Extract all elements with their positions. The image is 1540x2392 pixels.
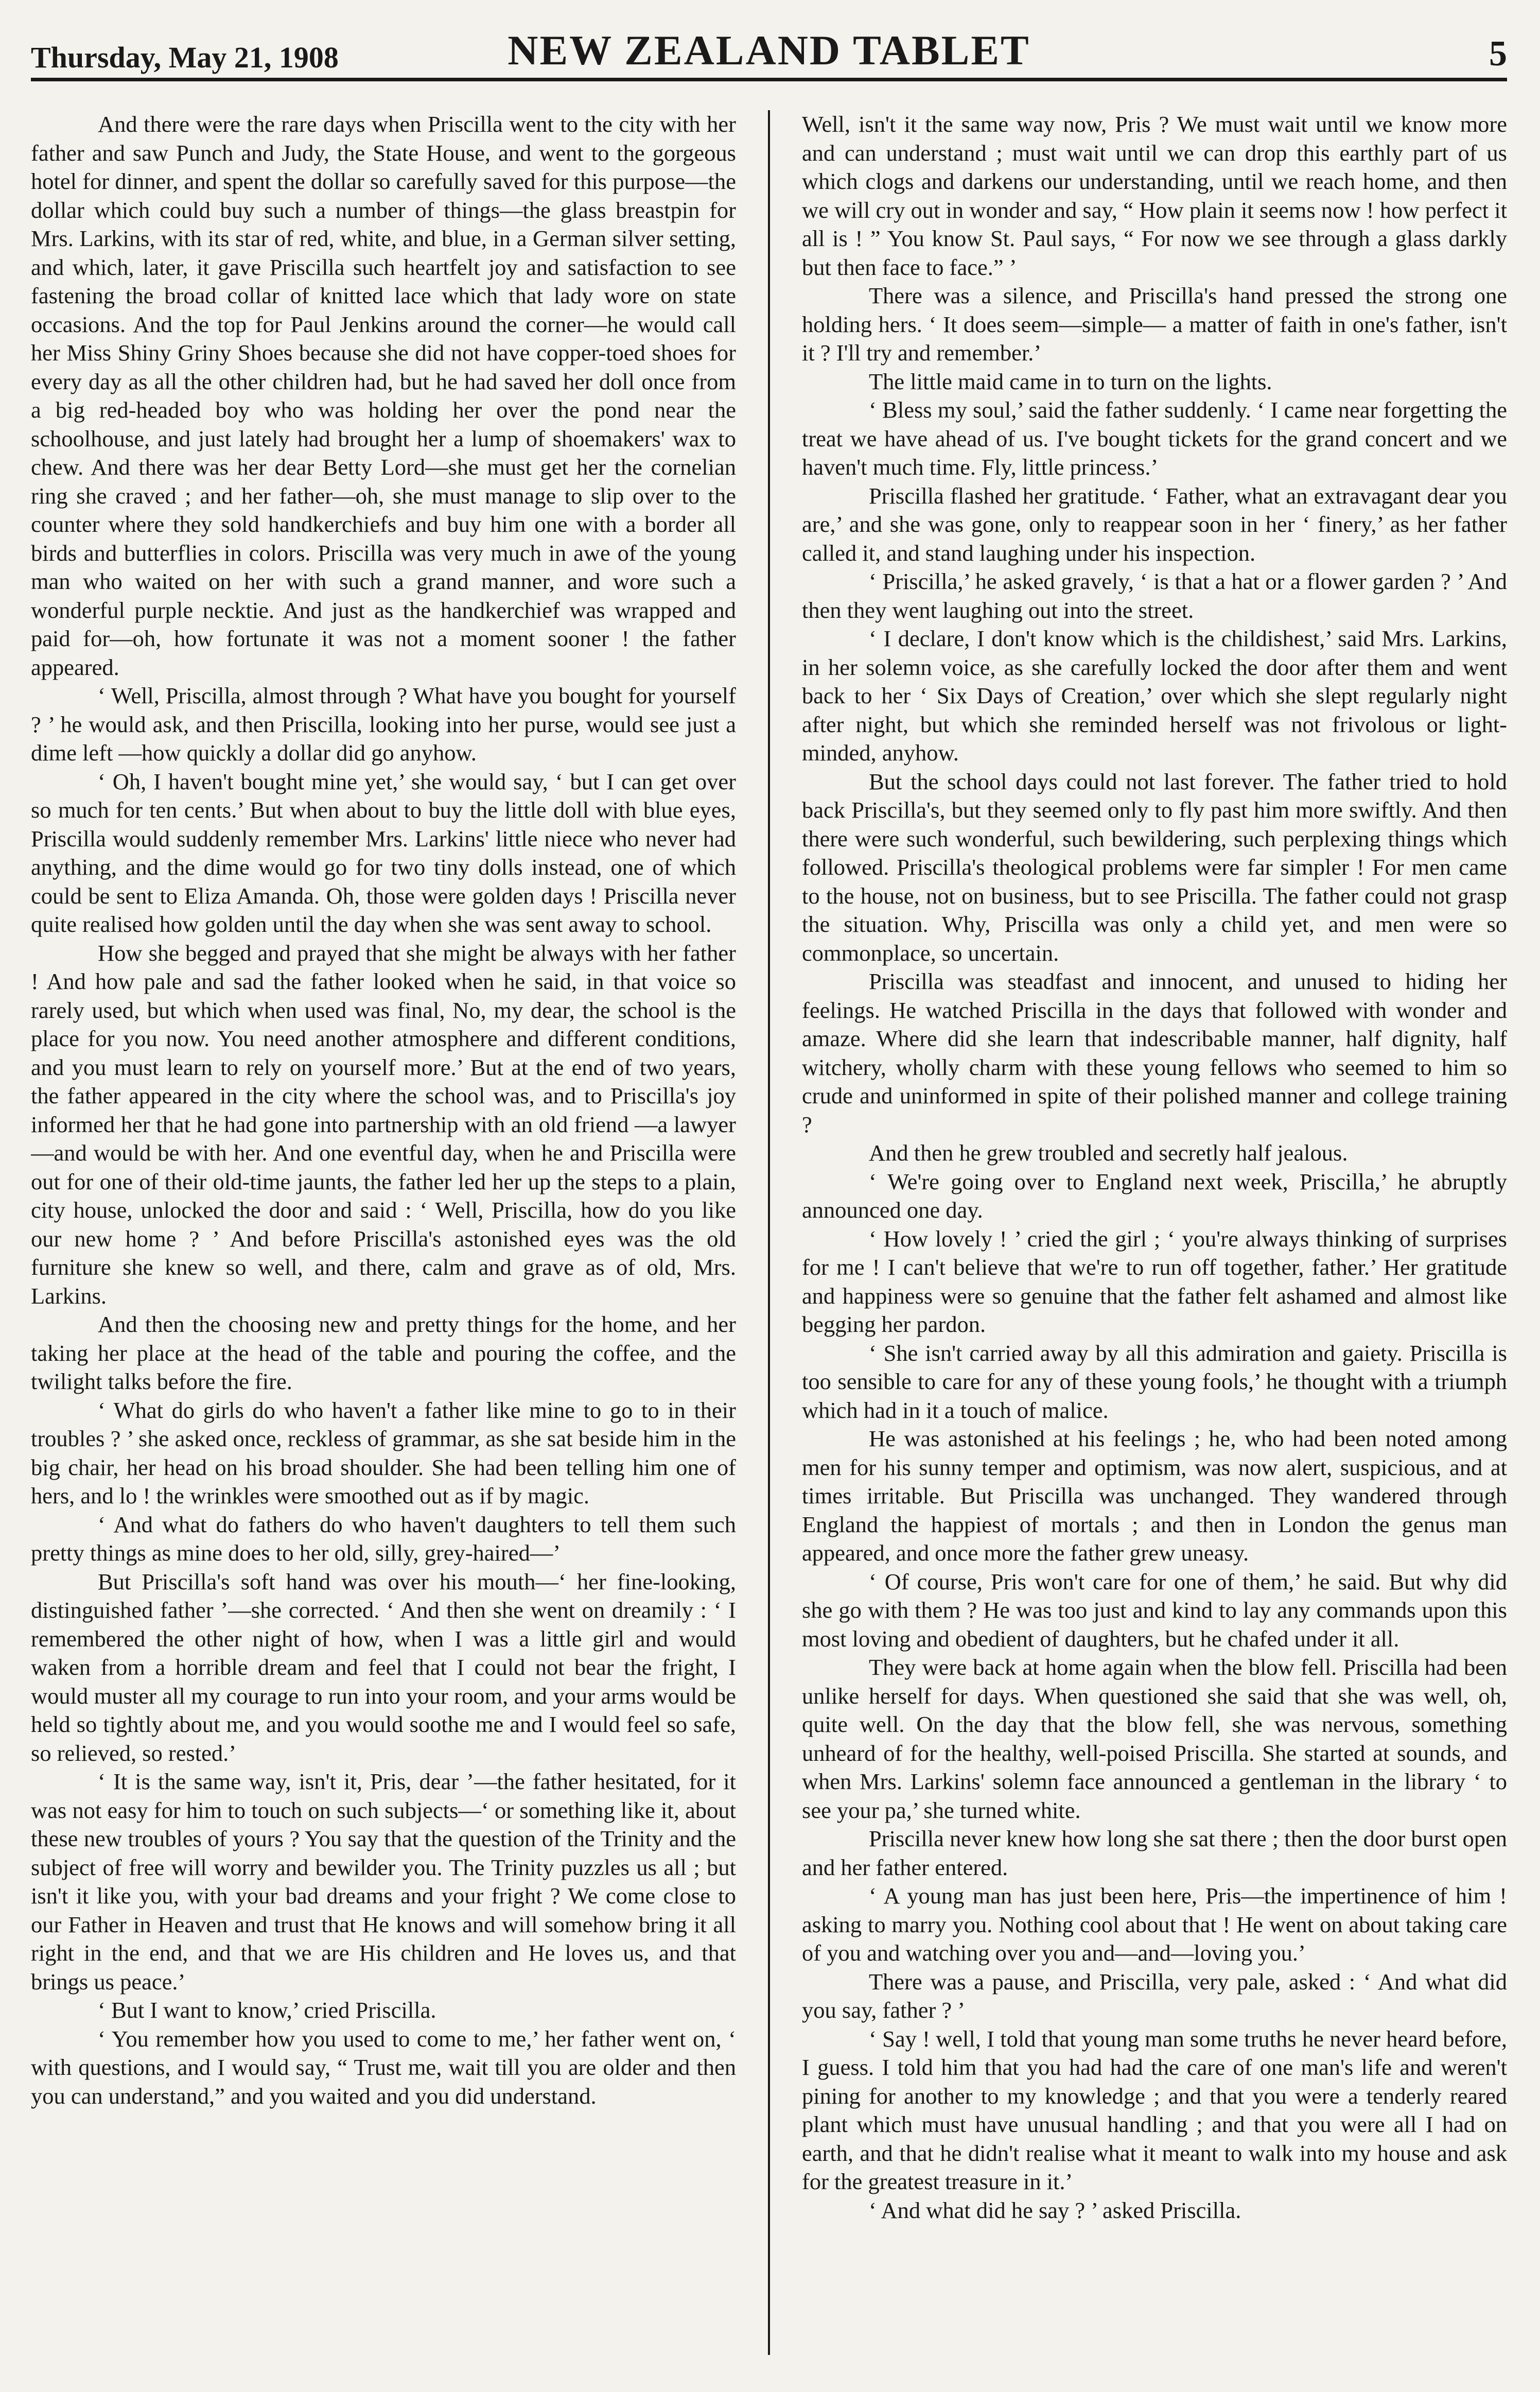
paragraph: Priscilla was steadfast and innocent, and unused to hiding her feelings. He watched Priscilla in the days that followed with wonder and amaze. Where did she learn that indescribable manner, half dignity, half witchery, wholly charm with these young fellows who seemed to him so crude and uninformed in spite of their polished manner and college training ? [802,968,1507,1137]
paragraph: ‘ She isn't carried away by all this admiration and gaiety. Priscilla is too sensible to care for any of these young fools,’ he thought with a triumph which had in it a touch of malice. [802,1340,1507,1423]
column-divider [768,110,770,2355]
paragraph: And there were the rare days when Priscilla went to the city with her father and saw Punch and Judy, the State House, and went to the gorgeous hotel for dinner, and spent the dollar so carefully saved for this purpose—the dollar which could buy such a number of things—the glass breastpin for Mrs. Larkins, with its star of red, white, and blue, in a German silver setting, and which, later, it gave Priscilla such heartfelt joy and satisfaction to see fastening the broad collar of knitted lace which that lady wore on state occasions. And the top for Paul Jenkins around the corner—he would call her Miss Shiny Griny Shoes because she did not have copper-toed shoes for every day as all the other children had, but he had saved her doll once from a big red-headed boy who was holding her over the pond near the schoolhouse, and just lately had brought her a lump of shoemakers' wax to chew. And there was her dear Betty Lord—she must get her the cornelian ring she craved ; and her father—oh, she must manage to slip over to the counter where they sold handkerchiefs and buy him one with a border all birds and butterflies in colors. Priscilla was very much in awe of the young man who waited on her with such a grand manner, and wore such a wonderful purple necktie. And just as the handkerchief was wrapped and paid for—oh, how fortunate it was not a moment sooner ! the father appeared. [31,111,736,680]
paragraph: How she begged and prayed that she might be always with her father ! And how pale and sad the father looked when he said, in that voice so rarely used, but which when used was final, No, my dear, the school is the place for you now. You need another atmosphere and different conditions, and you must learn to rely on yourself more.’ But at the end of two years, the father appeared in the city where the school was, and to Priscilla's joy informed her that he had gone into partnership with an old friend —a lawyer—and would be with her. And one eventful day, when he and Priscilla were out for one of their old-time jaunts, the father led her up the steps to a plain, city house, unlocked the door and said : ‘ Well, Priscilla, how do you like our new home ? ’ And before Priscilla's astonished eyes was the old furniture she knew so well, and there, calm and grave as of old, Mrs. Larkins. [31,940,736,1309]
paragraph: ‘ We're going over to England next week, Priscilla,’ he abruptly announced one day. [802,1168,1507,1223]
paragraph: He was astonished at his feelings ; he, who had been noted among men for his sunny temper and optimism, was now alert, suspicious, and at times irritable. But Priscilla was unchanged. They wandered through England the happiest of mortals ; and then in London the genus man appeared, and once more the father grew uneasy. [802,1426,1507,1566]
paragraph: ‘ And what did he say ? ’ asked Priscilla. [869,2197,1241,2223]
paragraph: ‘ A young man has just been here, Pris—the impertinence of him ! asking to marry you. Nothing cool about that ! He went on about taking care of you and watching over you and—and—loving you.’ [802,1883,1507,1966]
issue-date: Thursday, May 21, 1908 [31,41,339,74]
paragraph: But the school days could not last forever. The father tried to hold back Priscilla's, but they seemed only to fly past him more swiftly. And then there were such wonderful, such bewildering, such perplexing things which followed. Priscilla's theological problems were far simpler ! For men came to the house, not on business, but to see Priscilla. The father could not grasp the situation. Why, Priscilla was only a child yet, and men were so commonplace, so uncertain. [802,768,1507,966]
paragraph: And then he grew troubled and secretly half jealous. [869,1140,1348,1166]
paragraph: ‘ Bless my soul,’ said the father suddenly. ‘ I came near forgetting the treat we have ahead of us. I've bought tickets for the grand concert and we haven't much time. Fly, little princess.’ [802,397,1507,480]
paragraph: And then the choosing new and pretty things for the home, and her taking her place at the head of the table and pouring the coffee, and the twilight talks before the fire. [31,1311,736,1394]
page-number: 5 [1489,34,1507,74]
paragraph: ‘ How lovely ! ’ cried the girl ; ‘ you're always thinking of surprises for me ! I can't believe that we're to run off together, father.’ Her gratitude and happiness were so genuine that the father felt ashamed and almost like begging her pardon. [802,1225,1507,1337]
paragraph: ‘ What do girls do who haven't a father like mine to go to in their troubles ? ’ she asked once, reckless of grammar, as she sat beside him in the big chair, her head on his broad shoulder. She had been telling him one of hers, and lo ! the wrinkles were smoothed out as if by magic. [31,1397,736,1509]
paragraph: ‘ Oh, I haven't bought mine yet,’ she would say, ‘ but I can get over so much for ten cents.’ But when about to buy the little doll with blue eyes, Priscilla would suddenly remember Mrs. Larkins' little niece who never had anything, and the dime would go for two tiny dolls instead, one of which could be sent to Eliza Amanda. Oh, those were golden days ! Priscilla never quite realised how golden until the day when she was sent away to school. [31,768,736,937]
paragraph: ‘ You remember how you used to come to me,’ her father went on, ‘ with questions, and I would say, “ Trust me, wait till you are older and then you can understand,” and you waited and you did understand. [31,2025,736,2109]
paragraph: ‘ Well, Priscilla, almost through ? What have you bought for yourself ? ’ he would ask, and then Priscilla, looking into her purse, would see just a dime left —how quickly a dollar did go anyhow. [31,683,736,766]
paragraph: Well, isn't it the same way now, Pris ? We must wait until we know more and can understand ; must wait until we can drop this earthly part of us which clogs and darkens our understanding, until we reach home, and then we will cry out in wonder and say, “ How plain it seems now ! how perfect it all is ! ” You know St. Paul says, “ For now we see through a glass darkly but then face to face.” ’ [802,111,1507,280]
paragraph: But Priscilla's soft hand was over his mouth—‘ her fine-looking, distinguished father ’—she corrected. ‘ And then she went on dreamily : ‘ I remembered the other night of how, when I was a little girl and would waken from a horrible dream and feel that I could not bear the fright, I would muster all my courage to run into your room, and your arms would be held so tightly about me, and you would soothe me and I would feel so safe, so relieved, so rested.’ [31,1568,736,1766]
paragraph: The little maid came in to turn on the lights. [869,368,1272,394]
masthead [31,14,1507,81]
paragraph: They were back at home again when the blow fell. Priscilla had been unlike herself for days. When questioned she said that she was well, oh, quite well. On the day that the blow fell, she was nervous, something unheard of for the healthy, well-poised Priscilla. She started at sounds, and when Mrs. Larkins' solemn face announced a gentleman in the library ‘ to see your pa,’ she turned white. [802,1654,1507,1823]
paragraph: ‘ And what do fathers do who haven't daughters to tell them such pretty things as mine does to her old, silly, grey-haired—’ [31,1511,736,1566]
paragraph: ‘ But I want to know,’ cried Priscilla. [98,1997,436,2023]
right-column [792,110,1507,2355]
left-column [31,110,746,2355]
paragraph: Priscilla never knew how long she sat there ; then the door burst open and her father entered. [802,1826,1507,1880]
paragraph: There was a pause, and Priscilla, very pale, asked : ‘ And what did you say, father ? ’ [802,1968,1507,2023]
paragraph: There was a silence, and Priscilla's hand pressed the strong one holding hers. ‘ It does seem—simple— a matter of faith in one's father, isn't it ? I'll try and remember.’ [802,283,1507,366]
paragraph: Priscilla flashed her gratitude. ‘ Father, what an extravagant dear you are,’ and she was gone, only to reappear soon in her ‘ finery,’ as her father called it, and stand laughing under his inspection. [802,482,1507,566]
paragraph: ‘ I declare, I don't know which is the childishest,’ said Mrs. Larkins, in her solemn voice, as she carefully locked the door after them and went back to her ‘ Six Days of Creation,’ over which she slept regularly night after night, but which she reminded herself was not frivolous or light-minded, anyhow. [802,626,1507,766]
newspaper-title: NEW ZEALAND TABLET [507,27,1030,74]
paragraph: ‘ Priscilla,’ he asked gravely, ‘ is that a hat or a flower garden ? ’ And then they went laughing out into the street. [802,568,1507,623]
paragraph: ‘ Say ! well, I told that young man some truths he never heard before, I guess. I told him that you had had the care of one man's life and weren't pining for another to my knowledge ; and that you were a tenderly reared plant which must have unusual handling ; and that you were all I had on earth, and that he didn't realise what it meant to walk into my house and ask for the greatest treasure in it.’ [802,2025,1507,2194]
paragraph: ‘ Of course, Pris won't care for one of them,’ he said. But why did she go with them ? He was too just and kind to lay any commands upon this most loving and obedient of daughters, but he chafed under it all. [802,1568,1507,1652]
article-columns [31,110,1507,2355]
paragraph: ‘ It is the same way, isn't it, Pris, dear ’—the father hesitated, for it was not easy for him to touch on such subjects—‘ or something like it, about these new troubles of yours ? You say that the question of the Trinity and the subject of free will worry and bewilder you. The Trinity puzzles us all ; but isn't it like you, with your bad dreams and your fright ? We come close to our Father in Heaven and trust that He knows and will somehow bring it all right in the end, and that we are His children and He loves us, and that brings us peace.’ [31,1769,736,1995]
